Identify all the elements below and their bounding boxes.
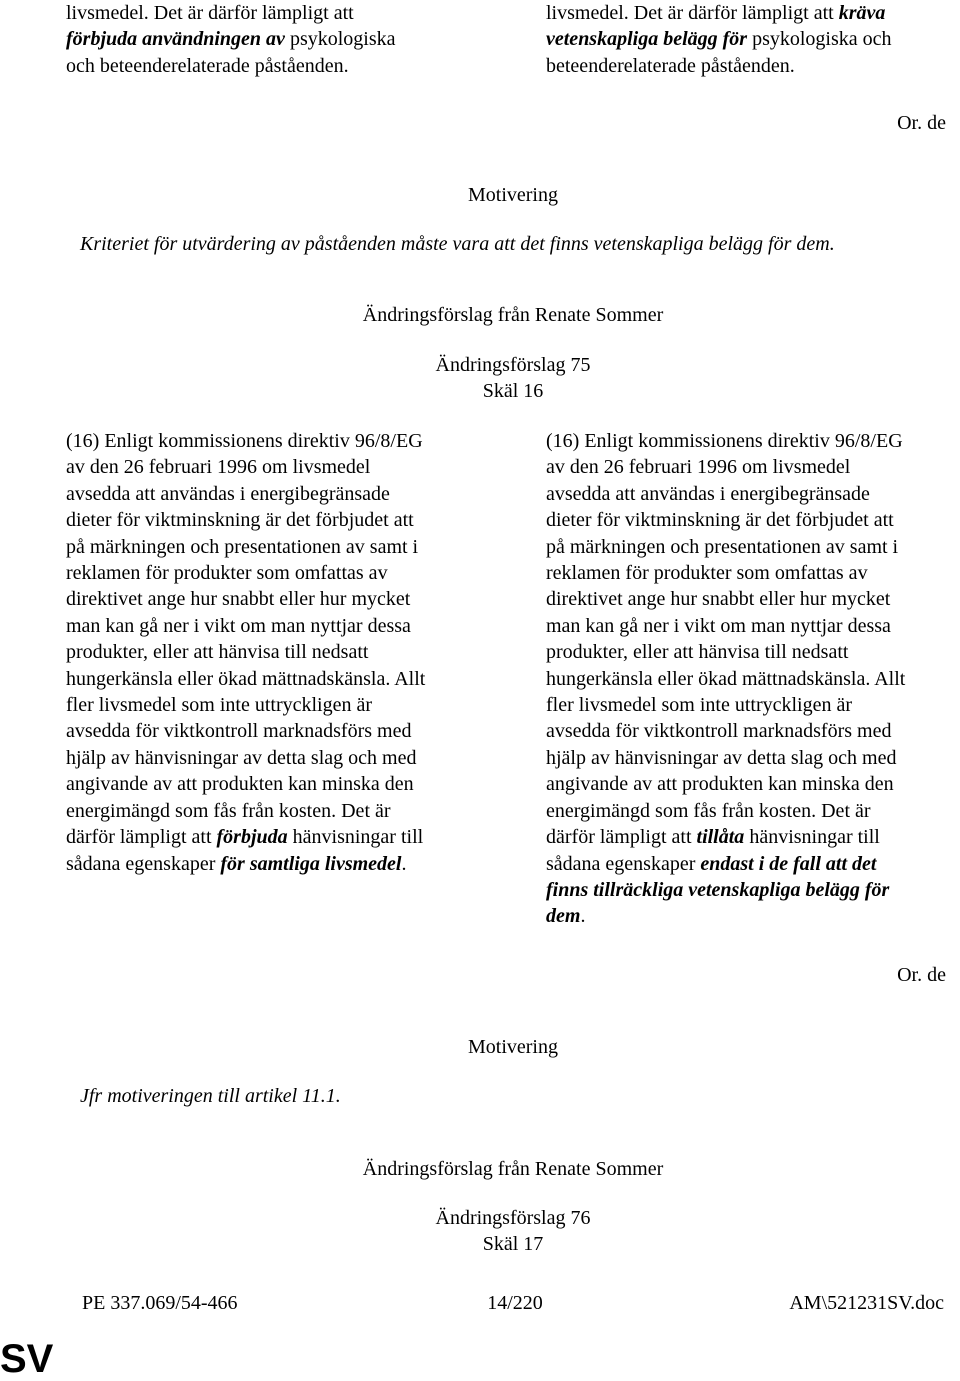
amended-text-emphasis-1: tillåta bbox=[696, 826, 745, 849]
top-right-line-2-rest: psykologiska och bbox=[747, 28, 892, 51]
amended-text-middle: hänvisningar till sådana egenskaper bbox=[546, 826, 880, 875]
amendment-75-commission-text bbox=[66, 428, 506, 877]
amendment-75-reference: Skäl 16 bbox=[482, 380, 544, 402]
top-left-emphasis: förbjuda användningen av bbox=[66, 28, 285, 51]
amended-text-body: (16) Enligt kommissionens direktiv 96/8/EG av den 26 februari 1996 om livsmedel avsedda att användas i energibegränsade dieter för viktminskning är det förbjudet att på märkningen och presentationen av samt i reklamen för produkter som omfattas av direktivet ange hur snabbt eller hur mycket man kan gå ner i vikt om man nyttjar dessa produkter, eller att hänvisa till nedsatt hungerkänsla eller ökad mättnadskänsla. Allt fler livsmedel som inte uttryckligen är avsedda för viktkontroll marknadsförs med hjälp av hänvisningar av detta slag och med angivande av att produkten kan minska den energimängd som fås från kosten. Det är därför lämpligt att bbox=[546, 430, 906, 849]
commission-text-body: (16) Enligt kommissionens direktiv 96/8/EG av den 26 februari 1996 om livsmedel avsedda att användas i energibegränsade dieter för viktminskning är det förbjudet att på märkningen och presentationen av samt i reklamen för produkter som omfattas av direktivet ange hur snabbt eller hur mycket man kan gå ner i vikt om man nyttjar dessa produkter, eller att hänvisa till nedsatt hungerkänsla eller ökad mättnadskänsla. Allt fler livsmedel som inte uttryckligen är avsedda för viktkontroll marknadsförs med hjälp av hänvisningar av detta slag och med angivande av att produkten kan minska den energimängd som fås från kosten. Det är därför lämpligt att bbox=[66, 430, 426, 849]
commission-text-emphasis-2: för samtliga livsmedel bbox=[220, 852, 402, 875]
top-right-line-3: beteenderelaterade påståenden. bbox=[546, 54, 795, 77]
original-language-1: Or. de bbox=[897, 112, 946, 134]
amended-text-end: . bbox=[580, 905, 586, 928]
top-right-line-1: livsmedel. Det är därför lämpligt att bbox=[546, 2, 839, 24]
commission-text-middle: hänvisningar till sådana egenskaper bbox=[66, 826, 424, 875]
top-right-emphasis-2: vetenskapliga belägg för bbox=[546, 28, 748, 51]
top-right-column bbox=[546, 0, 960, 79]
top-left-line-1: livsmedel. Det är därför lämpligt att bbox=[66, 2, 354, 24]
amendment-75-author: Ändringsförslag från Renate Sommer bbox=[362, 304, 664, 326]
amended-text-emphasis-2: endast i de fall att det finns tillräckliga vetenskapliga belägg för dem bbox=[546, 852, 890, 928]
amendment-76-reference: Skäl 17 bbox=[482, 1233, 544, 1255]
footer-doc-ref: PE 337.069/54-466 bbox=[82, 1292, 238, 1314]
justification-1: Kriteriet för utvärdering av påståenden måste vara att det finns vetenskapliga belägg för dem. bbox=[80, 233, 835, 255]
commission-text-emphasis-1: förbjuda bbox=[216, 826, 288, 849]
motivering-heading-1: Motivering bbox=[468, 184, 558, 206]
motivering-heading-2: Motivering bbox=[468, 1036, 558, 1058]
justification-2: Jfr motiveringen till artikel 11.1. bbox=[80, 1085, 341, 1107]
footer-file-name: AM\521231SV.doc bbox=[789, 1292, 944, 1314]
top-left-line-3: och beteenderelaterade påståenden. bbox=[66, 54, 349, 77]
top-left-column bbox=[66, 0, 506, 79]
top-left-line-2-rest: psykologiska bbox=[284, 28, 396, 51]
amendment-76-author: Ändringsförslag från Renate Sommer bbox=[362, 1158, 664, 1180]
amendment-75-number: Ändringsförslag 75 bbox=[435, 354, 591, 376]
amendment-75-amended-text bbox=[546, 428, 960, 930]
footer-language-code: SV bbox=[0, 1337, 54, 1381]
top-right-emphasis-1: kräva bbox=[838, 2, 886, 24]
commission-text-end: . bbox=[401, 852, 407, 875]
original-language-2: Or. de bbox=[897, 964, 946, 986]
amendment-76-number: Ändringsförslag 76 bbox=[435, 1207, 591, 1229]
footer-page-number: 14/220 bbox=[487, 1292, 543, 1314]
